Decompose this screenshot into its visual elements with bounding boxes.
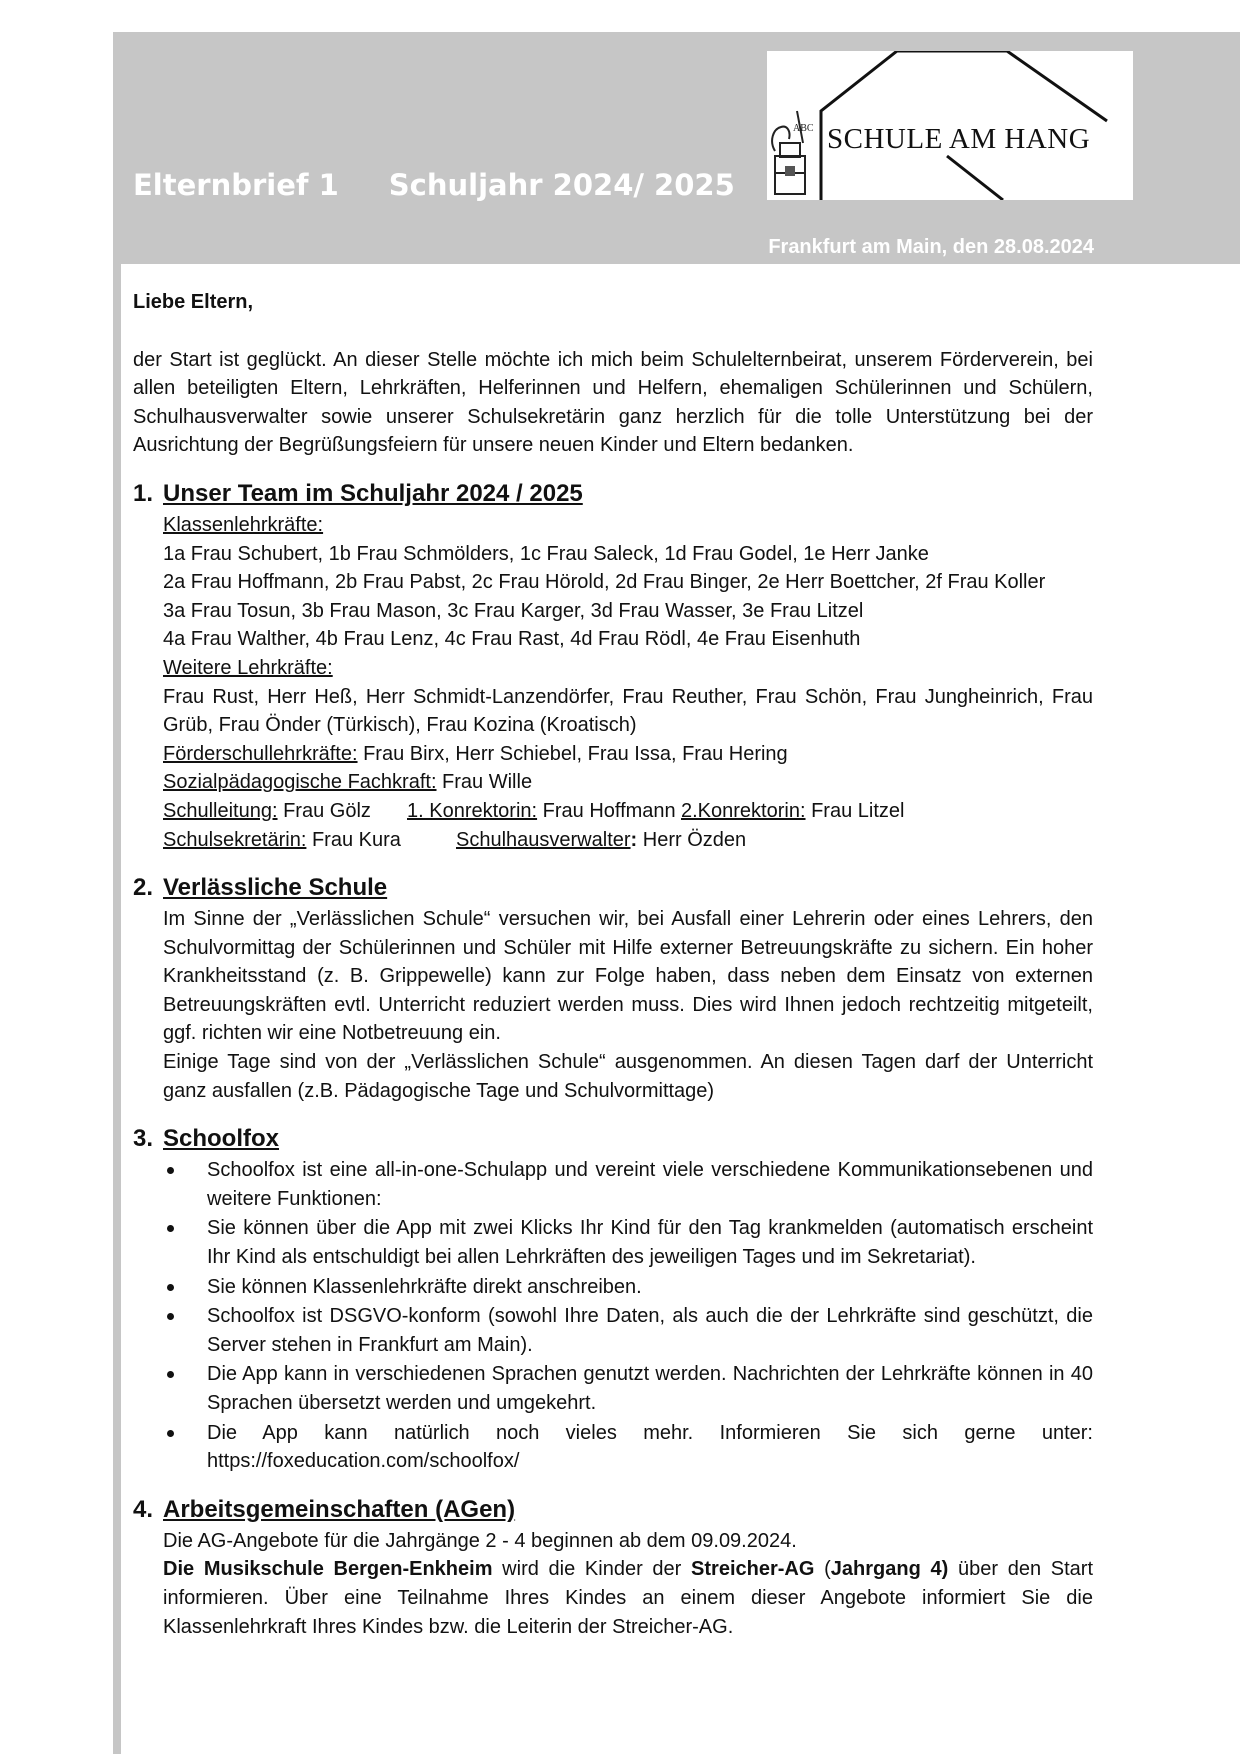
section-reliable-school (133, 873, 1093, 1105)
date-line: Frankfurt am Main, den 28.08.2024 (768, 236, 1094, 258)
list-item: Schoolfox ist DSGVO-konform (sowohl Ihre Daten, als auch die der Lehrkräfte sind geschützt, die Server stehen in Frankfurt am Main). (163, 1302, 1093, 1359)
secretary-label: Schulsekretärin: (163, 828, 307, 851)
class-teachers-label: Klassenlehrkräfte: (163, 513, 324, 536)
deputy2-label: 2.Konrektorin: (681, 799, 806, 822)
list-item: Schoolfox ist eine all-in-one-Schulapp und vereint viele verschiedene Kommunikationsebenen und weitere Funktionen: (163, 1156, 1093, 1213)
greeting: Liebe Eltern, (133, 291, 254, 313)
further-teachers-label: Weitere Lehrkräfte: (163, 656, 333, 679)
list-item: Sie können Klassenlehrkräfte direkt anschreiben. (163, 1273, 1093, 1302)
section-schoolfox (133, 1124, 1093, 1476)
title-letter-number: Elternbrief 1 (133, 168, 339, 202)
caretaker-name: Herr Özden (637, 828, 747, 851)
section-team (133, 479, 1093, 854)
class-line-grade-4: 4a Frau Walther, 4b Frau Lenz, 4c Frau Rast, 4d Frau Rödl, 4e Frau Eisenhuth (163, 628, 861, 651)
class-line-grade-1: 1a Frau Schubert, 1b Frau Schmölders, 1c Frau Saleck, 1d Frau Godel, 1e Herr Janke (163, 542, 929, 565)
music-school-name: Die Musikschule Bergen-Enkheim (163, 1558, 493, 1581)
reliable-paragraph-1: Im Sinne der „Verlässlichen Schule“ versuchen wir, bei Ausfall einer Lehrerin oder eines Lehrers, den Schulvormittag der Schülerinnen und Schüler mit Hilfe externer Betreuungskräfte zu sichern. Ein hoher Krankheitsstand (z. B. Grippewelle) kann zur Folge haben, dass neben dem Einsatz von externen Betreuungskräften evtl. Unterricht reduziert werden muss. Dies wird Ihnen jedoch rechtzeitig mitgeteilt, ggf. richten wir eine Notbetreuung ein. (163, 908, 1093, 1045)
support-teachers-line (163, 740, 1093, 769)
secretary-name: Frau Kura (306, 828, 401, 851)
head-name: Frau Gölz (277, 799, 371, 822)
deputy1-name: Frau Hoffmann (537, 799, 676, 822)
section-title: Arbeitsgemeinschaften (AGen) (163, 1495, 516, 1523)
caretaker-colon: : (630, 828, 638, 851)
ag-music-paragraph (163, 1555, 1093, 1641)
leadership-line (163, 797, 1093, 826)
list-item: Sie können über die App mit zwei Klicks Ihr Kind für den Tag krankmelden (automatisch erscheint Ihr Kind als entschuldigt bei allen Lehrkräften des jeweiligen Tages und im Sekretariat). (163, 1214, 1093, 1271)
class-line-grade-2: 2a Frau Hoffmann, 2b Frau Pabst, 2c Frau Hörold, 2d Frau Binger, 2e Herr Boettcher, 2f Frau Koller (163, 571, 1046, 594)
ag-text-part: über den Start informieren. Über eine Teilnahme Ihres Kindes an einem dieser Angebote informiert Sie die Klassenlehrkraft Ihres Kindes bzw. die Leiterin der Streicher-AG. (163, 1558, 1094, 1638)
ag-start-line: Die AG-Angebote für die Jahrgänge 2 - 4 beginnen ab dem 09.09.2024. (163, 1529, 797, 1552)
letter-body (133, 288, 1093, 1641)
head-label: Schulleitung: (163, 799, 278, 822)
title-school-year: Schuljahr 2024/ 2025 (388, 168, 735, 202)
support-teachers-label: Förderschullehrkräfte: (163, 742, 358, 765)
grade-label: Jahrgang 4) (830, 1558, 949, 1581)
section-ag-heading (133, 1495, 1093, 1525)
section-working-groups (133, 1495, 1093, 1641)
section-reliable-heading (133, 873, 1093, 903)
intro-paragraph: der Start ist geglückt. An dieser Stelle möchte ich mich beim Schulelternbeirat, unserem Förderverein, bei allen beteiligten Eltern, Lehrkräften, Helferinnen und Helfern, ehemaligen Schülerinnen und Schülern, Schulhausverwalter sowie unserer Schulsekretärin ganz herzlich für die tolle Unterstützung bei der Ausrichtung der Begrüßungsfeiern für unsere neuen Kinder und Eltern bedanken. (133, 348, 1093, 457)
logo-abc-text: ABC (793, 123, 814, 134)
section-schoolfox-heading (133, 1124, 1093, 1154)
section-number: 2. (133, 874, 154, 902)
deputy1-label: 1. Konrektorin: (407, 799, 538, 822)
staff-line (163, 826, 1093, 855)
section-number: 3. (133, 1125, 154, 1153)
ag-text-part: wird die Kinder der (492, 1558, 692, 1581)
list-item: Die App kann in verschiedenen Sprachen genutzt werden. Nachrichten der Lehrkräfte können in 40 Sprachen übersetzt werden und umgekehrt. (163, 1360, 1093, 1417)
ag-text-part: ( (814, 1558, 831, 1581)
section-number: 1. (133, 479, 154, 507)
school-logo (767, 51, 1133, 200)
section-title: Unser Team im Schuljahr 2024 / 2025 (163, 479, 583, 507)
section-title: Schoolfox (163, 1125, 280, 1153)
section-team-heading (133, 479, 1093, 509)
social-worker-name: Frau Wille (436, 771, 533, 794)
letter-title (133, 168, 735, 202)
class-line-grade-3: 3a Frau Tosun, 3b Frau Mason, 3c Frau Karger, 3d Frau Wasser, 3e Frau Litzel (163, 599, 864, 622)
section-number: 4. (133, 1495, 154, 1523)
logo-school-name: SCHULE AM HANG (827, 123, 1091, 155)
support-teachers-names: Frau Birx, Herr Schiebel, Frau Issa, Frau Hering (357, 742, 788, 765)
section-title: Verlässliche Schule (163, 874, 388, 902)
social-worker-line (163, 768, 1093, 797)
deputy2-name: Frau Litzel (805, 799, 905, 822)
strings-ag-name: Streicher-AG (691, 1558, 815, 1581)
social-worker-label: Sozialpädagogische Fachkraft: (163, 771, 437, 794)
left-margin-bar (113, 32, 121, 1754)
list-item: Die App kann natürlich noch vieles mehr. Informieren Sie sich gerne unter: https://foxeducation.com/schoolfox/ (163, 1419, 1093, 1476)
reliable-paragraph-2: Einige Tage sind von der „Verlässlichen Schule“ ausgenommen. An diesen Tagen darf der Unterricht ganz ausfallen (z.B. Pädagogische Tage und Schulvormittage) (163, 1051, 1093, 1102)
further-teachers-list: Frau Rust, Herr Heß, Herr Schmidt-Lanzendörfer, Frau Reuther, Frau Schön, Frau Jungheinrich, Frau Grüb, Frau Önder (Türkisch), Frau Kozina (Kroatisch) (163, 685, 1093, 737)
caretaker-label: Schulhausverwalter (456, 828, 631, 851)
schoolfox-bullet-list (163, 1156, 1093, 1476)
